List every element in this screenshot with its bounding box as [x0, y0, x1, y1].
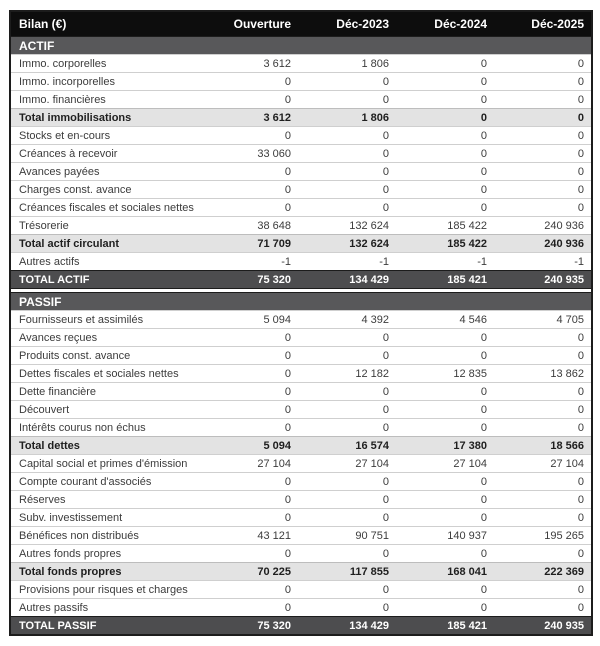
row-value: 4 546 — [396, 311, 494, 329]
row-value: 12 182 — [298, 365, 396, 383]
row-value: 0 — [396, 55, 494, 73]
row-value: 0 — [200, 127, 298, 145]
row-label: Charges const. avance — [10, 181, 200, 199]
row-value: 0 — [494, 581, 592, 599]
table-row — [10, 455, 592, 473]
row-value: 0 — [396, 329, 494, 347]
row-label: Total fonds propres — [10, 563, 200, 581]
table-row — [10, 109, 592, 127]
row-value: 12 835 — [396, 365, 494, 383]
row-value: 134 429 — [298, 271, 396, 289]
row-label: Provisions pour risques et charges — [10, 581, 200, 599]
table-row — [10, 437, 592, 455]
row-label: Capital social et primes d'émission — [10, 455, 200, 473]
row-value: 132 624 — [298, 235, 396, 253]
row-value: 0 — [396, 109, 494, 127]
row-label: Fournisseurs et assimilés — [10, 311, 200, 329]
row-label: Autres passifs — [10, 599, 200, 617]
row-value: 4 705 — [494, 311, 592, 329]
row-value: 240 935 — [494, 617, 592, 636]
table-row — [10, 347, 592, 365]
row-label: Autres fonds propres — [10, 545, 200, 563]
row-label: Réserves — [10, 491, 200, 509]
row-value: 222 369 — [494, 563, 592, 581]
table-row — [10, 55, 592, 73]
row-label: Stocks et en-cours — [10, 127, 200, 145]
row-value: 0 — [298, 491, 396, 509]
row-value: 0 — [298, 127, 396, 145]
row-value: 140 937 — [396, 527, 494, 545]
row-value: 0 — [396, 181, 494, 199]
row-value: 0 — [494, 491, 592, 509]
row-value: 0 — [200, 365, 298, 383]
row-value: 0 — [396, 581, 494, 599]
row-value: 3 612 — [200, 55, 298, 73]
row-value: 27 104 — [200, 455, 298, 473]
row-value: 0 — [494, 599, 592, 617]
row-value: 0 — [396, 91, 494, 109]
row-value: 0 — [200, 401, 298, 419]
column-header-dec-2025: Déc-2025 — [494, 11, 592, 37]
row-value: 27 104 — [396, 455, 494, 473]
row-value: 3 612 — [200, 109, 298, 127]
row-value: 0 — [200, 545, 298, 563]
row-value: 117 855 — [298, 563, 396, 581]
row-label: Total immobilisations — [10, 109, 200, 127]
row-value: 13 862 — [494, 365, 592, 383]
row-value: 0 — [396, 509, 494, 527]
table-row — [10, 235, 592, 253]
row-value: 0 — [396, 473, 494, 491]
table-row — [10, 563, 592, 581]
row-value: 0 — [200, 73, 298, 91]
row-value: 0 — [298, 545, 396, 563]
row-value: 0 — [494, 181, 592, 199]
row-value: 75 320 — [200, 617, 298, 636]
table-row — [10, 181, 592, 199]
section-header-passif — [10, 293, 592, 311]
row-value: 0 — [298, 199, 396, 217]
row-label: Total dettes — [10, 437, 200, 455]
table-row — [10, 217, 592, 235]
row-value: 240 935 — [494, 271, 592, 289]
row-value: 17 380 — [396, 437, 494, 455]
row-value: 0 — [298, 599, 396, 617]
row-value: 0 — [200, 491, 298, 509]
column-header-ouverture: Ouverture — [200, 11, 298, 37]
row-label: Immo. incorporelles — [10, 73, 200, 91]
row-value: -1 — [494, 253, 592, 271]
table-row — [10, 491, 592, 509]
row-value: 185 421 — [396, 617, 494, 636]
row-value: 27 104 — [298, 455, 396, 473]
row-value: 43 121 — [200, 527, 298, 545]
row-label: Autres actifs — [10, 253, 200, 271]
row-value: 0 — [200, 163, 298, 181]
row-value: 0 — [494, 473, 592, 491]
row-value: 0 — [298, 473, 396, 491]
table-row — [10, 617, 592, 636]
row-value: 0 — [494, 199, 592, 217]
row-value: 185 422 — [396, 217, 494, 235]
row-value: 240 936 — [494, 217, 592, 235]
table-row — [10, 545, 592, 563]
row-value: 0 — [298, 401, 396, 419]
column-header-dec-2024: Déc-2024 — [396, 11, 494, 37]
row-value: 0 — [494, 91, 592, 109]
row-value: 18 566 — [494, 437, 592, 455]
row-value: 0 — [200, 329, 298, 347]
row-value: 0 — [494, 383, 592, 401]
row-value: 185 421 — [396, 271, 494, 289]
row-value: 0 — [298, 73, 396, 91]
row-value: 5 094 — [200, 311, 298, 329]
row-value: 0 — [200, 599, 298, 617]
row-value: 0 — [200, 419, 298, 437]
row-value: 0 — [200, 91, 298, 109]
section-header-actif — [10, 37, 592, 55]
row-value: -1 — [396, 253, 494, 271]
row-value: 33 060 — [200, 145, 298, 163]
row-value: 240 936 — [494, 235, 592, 253]
table-row — [10, 199, 592, 217]
header-row — [10, 11, 592, 37]
row-value: 185 422 — [396, 235, 494, 253]
row-value: 0 — [298, 581, 396, 599]
row-label: Dettes fiscales et sociales nettes — [10, 365, 200, 383]
row-value: 0 — [298, 181, 396, 199]
row-value: 0 — [200, 581, 298, 599]
row-value: 0 — [298, 91, 396, 109]
table-row — [10, 127, 592, 145]
table-row — [10, 419, 592, 437]
row-value: 0 — [494, 347, 592, 365]
row-value: 0 — [200, 383, 298, 401]
table-row — [10, 383, 592, 401]
row-value: 0 — [396, 599, 494, 617]
row-value: 0 — [494, 329, 592, 347]
row-label: Produits const. avance — [10, 347, 200, 365]
table-row — [10, 271, 592, 289]
row-label: Intérêts courus non échus — [10, 419, 200, 437]
section-title: ACTIF — [10, 37, 592, 55]
row-value: 0 — [396, 383, 494, 401]
row-value: 71 709 — [200, 235, 298, 253]
table-row — [10, 311, 592, 329]
row-value: -1 — [298, 253, 396, 271]
table-title: Bilan (€) — [10, 11, 200, 37]
row-label: Avances payées — [10, 163, 200, 181]
table-row — [10, 253, 592, 271]
row-value: 0 — [494, 401, 592, 419]
row-value: 4 392 — [298, 311, 396, 329]
row-value: 0 — [200, 347, 298, 365]
row-value: 0 — [494, 73, 592, 91]
row-label: Compte courant d'associés — [10, 473, 200, 491]
row-label: Avances reçues — [10, 329, 200, 347]
row-value: 0 — [396, 401, 494, 419]
table-row — [10, 365, 592, 383]
row-value: 0 — [494, 545, 592, 563]
row-label: Subv. investissement — [10, 509, 200, 527]
table-row — [10, 581, 592, 599]
row-value: 70 225 — [200, 563, 298, 581]
row-value: 5 094 — [200, 437, 298, 455]
row-value: 1 806 — [298, 55, 396, 73]
table-row — [10, 91, 592, 109]
row-value: 0 — [494, 109, 592, 127]
row-value: 27 104 — [494, 455, 592, 473]
row-value: 134 429 — [298, 617, 396, 636]
section-title: PASSIF — [10, 293, 592, 311]
table-row — [10, 509, 592, 527]
table-header — [10, 11, 592, 37]
table-row — [10, 599, 592, 617]
row-value: 0 — [298, 329, 396, 347]
row-label: Total actif circulant — [10, 235, 200, 253]
table-row — [10, 163, 592, 181]
row-value: 0 — [494, 509, 592, 527]
row-label: Bénéfices non distribués — [10, 527, 200, 545]
row-label: TOTAL PASSIF — [10, 617, 200, 636]
table-row — [10, 401, 592, 419]
column-header-dec-2023: Déc-2023 — [298, 11, 396, 37]
row-value: 0 — [298, 163, 396, 181]
row-value: 0 — [396, 145, 494, 163]
table-row — [10, 527, 592, 545]
row-value: 168 041 — [396, 563, 494, 581]
row-value: 38 648 — [200, 217, 298, 235]
balance-sheet-frame — [9, 10, 592, 636]
row-value: 0 — [396, 127, 494, 145]
row-label: Créances à recevoir — [10, 145, 200, 163]
row-value: 0 — [396, 163, 494, 181]
row-value: 0 — [200, 199, 298, 217]
row-value: 0 — [494, 145, 592, 163]
row-value: 0 — [298, 145, 396, 163]
row-value: 0 — [396, 199, 494, 217]
row-label: TOTAL ACTIF — [10, 271, 200, 289]
row-value: 0 — [494, 419, 592, 437]
table-body — [10, 37, 592, 636]
row-value: 0 — [200, 473, 298, 491]
row-value: 0 — [494, 55, 592, 73]
row-value: 0 — [396, 545, 494, 563]
row-value: 0 — [200, 181, 298, 199]
row-value: 16 574 — [298, 437, 396, 455]
row-value: 0 — [298, 383, 396, 401]
table-row — [10, 329, 592, 347]
row-value: 0 — [396, 73, 494, 91]
row-value: 1 806 — [298, 109, 396, 127]
balance-sheet-table — [9, 10, 593, 636]
row-value: 0 — [396, 491, 494, 509]
table-row — [10, 473, 592, 491]
row-value: 75 320 — [200, 271, 298, 289]
row-value: -1 — [200, 253, 298, 271]
row-label: Trésorerie — [10, 217, 200, 235]
row-value: 132 624 — [298, 217, 396, 235]
row-label: Créances fiscales et sociales nettes — [10, 199, 200, 217]
row-value: 0 — [396, 347, 494, 365]
table-row — [10, 145, 592, 163]
row-label: Immo. corporelles — [10, 55, 200, 73]
row-label: Immo. financières — [10, 91, 200, 109]
row-label: Dette financière — [10, 383, 200, 401]
row-label: Découvert — [10, 401, 200, 419]
row-value: 195 265 — [494, 527, 592, 545]
row-value: 0 — [298, 347, 396, 365]
row-value: 0 — [298, 509, 396, 527]
row-value: 0 — [298, 419, 396, 437]
row-value: 0 — [494, 163, 592, 181]
table-row — [10, 73, 592, 91]
row-value: 0 — [396, 419, 494, 437]
row-value: 90 751 — [298, 527, 396, 545]
row-value: 0 — [200, 509, 298, 527]
row-value: 0 — [494, 127, 592, 145]
